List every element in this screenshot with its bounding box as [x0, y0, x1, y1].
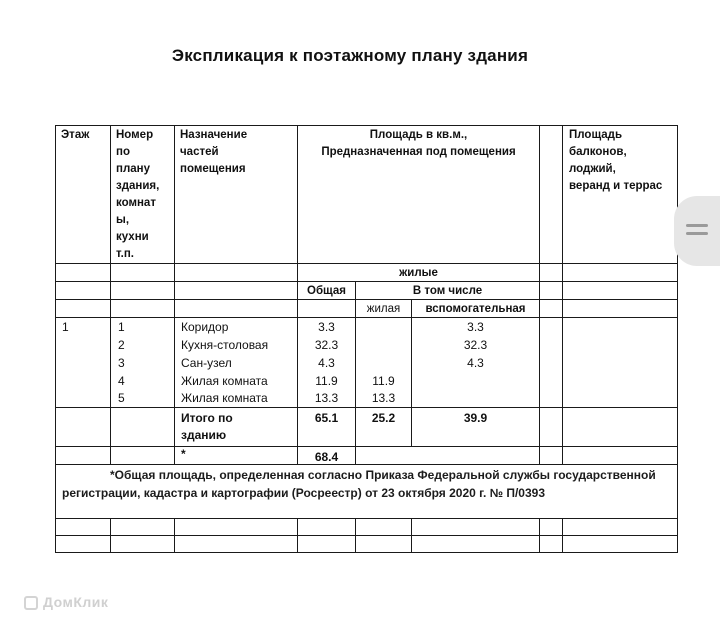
table-top-border: [55, 125, 678, 126]
table-bottom-border: [55, 552, 678, 553]
cell-living-area: 11.9: [372, 374, 395, 388]
header-balcony-area: Площадь балконов, лоджий, веранд и террас: [569, 129, 663, 192]
cell-total-area: 11.9: [315, 374, 338, 388]
general-area-mark: *: [181, 447, 186, 461]
table-col-line: [174, 518, 175, 553]
cell-room-name: Жилая комната: [181, 374, 268, 388]
table-col-line: [174, 125, 175, 465]
totals-aux: 39.9: [463, 411, 488, 425]
side-panel-handle[interactable]: [674, 196, 720, 266]
header-purpose: Назначение частей помещения: [180, 129, 248, 175]
table-line: [55, 518, 678, 519]
cell-aux-area: 3.3: [467, 320, 484, 334]
table-line: [55, 446, 678, 447]
table-col-line: [297, 518, 298, 553]
table-line: [55, 407, 678, 408]
cell-room-name: Кухня-столовая: [181, 338, 269, 352]
header-room-number: Номер по плану здания, комнат ы, кухни т.п.: [116, 129, 160, 260]
header-total: Общая: [307, 285, 346, 297]
cell-room-name: Жилая комната: [181, 391, 268, 405]
totals-label: Итого по зданию: [181, 411, 233, 442]
header-living: жилая: [366, 303, 401, 315]
general-area-value: 68.4: [314, 450, 339, 464]
cell-total-area: 13.3: [314, 391, 339, 405]
totals-total: 65.1: [314, 411, 339, 425]
table-col-line: [110, 125, 111, 465]
table-col-line: [562, 125, 563, 465]
table-col-line: [562, 518, 563, 553]
header-area: Площадь в кв.м., Предназначенная под помещения: [321, 129, 516, 158]
table-col-line: [539, 125, 540, 465]
handle-grip-icon: [686, 224, 708, 227]
header-floor: Этаж: [61, 129, 90, 141]
cell-aux-area: 4.3: [467, 356, 484, 370]
cell-room-name: Сан-узел: [181, 356, 232, 370]
table-line: [55, 263, 678, 264]
table-col-line: [355, 518, 356, 553]
document-title: Экспликация к поэтажному плану здания: [171, 46, 529, 65]
cell-floor: 1: [62, 320, 69, 334]
cell-room-number: 3: [118, 356, 125, 370]
table-line: [55, 464, 678, 465]
totals-living: 25.2: [371, 411, 396, 425]
header-residential: жилые: [399, 267, 438, 279]
cell-total-area: 4.3: [318, 356, 335, 370]
handle-grip-icon: [686, 232, 708, 235]
table-col-line: [411, 518, 412, 553]
table-line: [55, 535, 678, 536]
cell-room-name: Коридор: [181, 320, 229, 334]
table-left-border: [55, 125, 56, 553]
house-logo-icon: [24, 596, 38, 610]
cell-room-number: 2: [118, 338, 125, 352]
watermark: ДомКлик: [24, 594, 108, 610]
table-col-line: [539, 518, 540, 553]
cell-total-area: 3.3: [318, 320, 335, 334]
cell-room-number: 1: [118, 320, 125, 334]
header-including: В том числе: [412, 285, 483, 297]
cell-living-area: 13.3: [371, 391, 396, 405]
cell-total-area: 32.3: [314, 338, 339, 352]
footnote: *Общая площадь, определенная согласно Приказа Федеральной службы государственной регистрации, кадастра и картографии (Росреестр) от 23 октября 2020 г. № П/0393: [62, 468, 656, 500]
cell-room-number: 5: [118, 391, 125, 405]
cell-room-number: 4: [118, 374, 125, 388]
cell-aux-area: 32.3: [463, 338, 488, 352]
header-auxiliary: вспомогательная: [425, 303, 526, 315]
table-col-line: [110, 518, 111, 553]
